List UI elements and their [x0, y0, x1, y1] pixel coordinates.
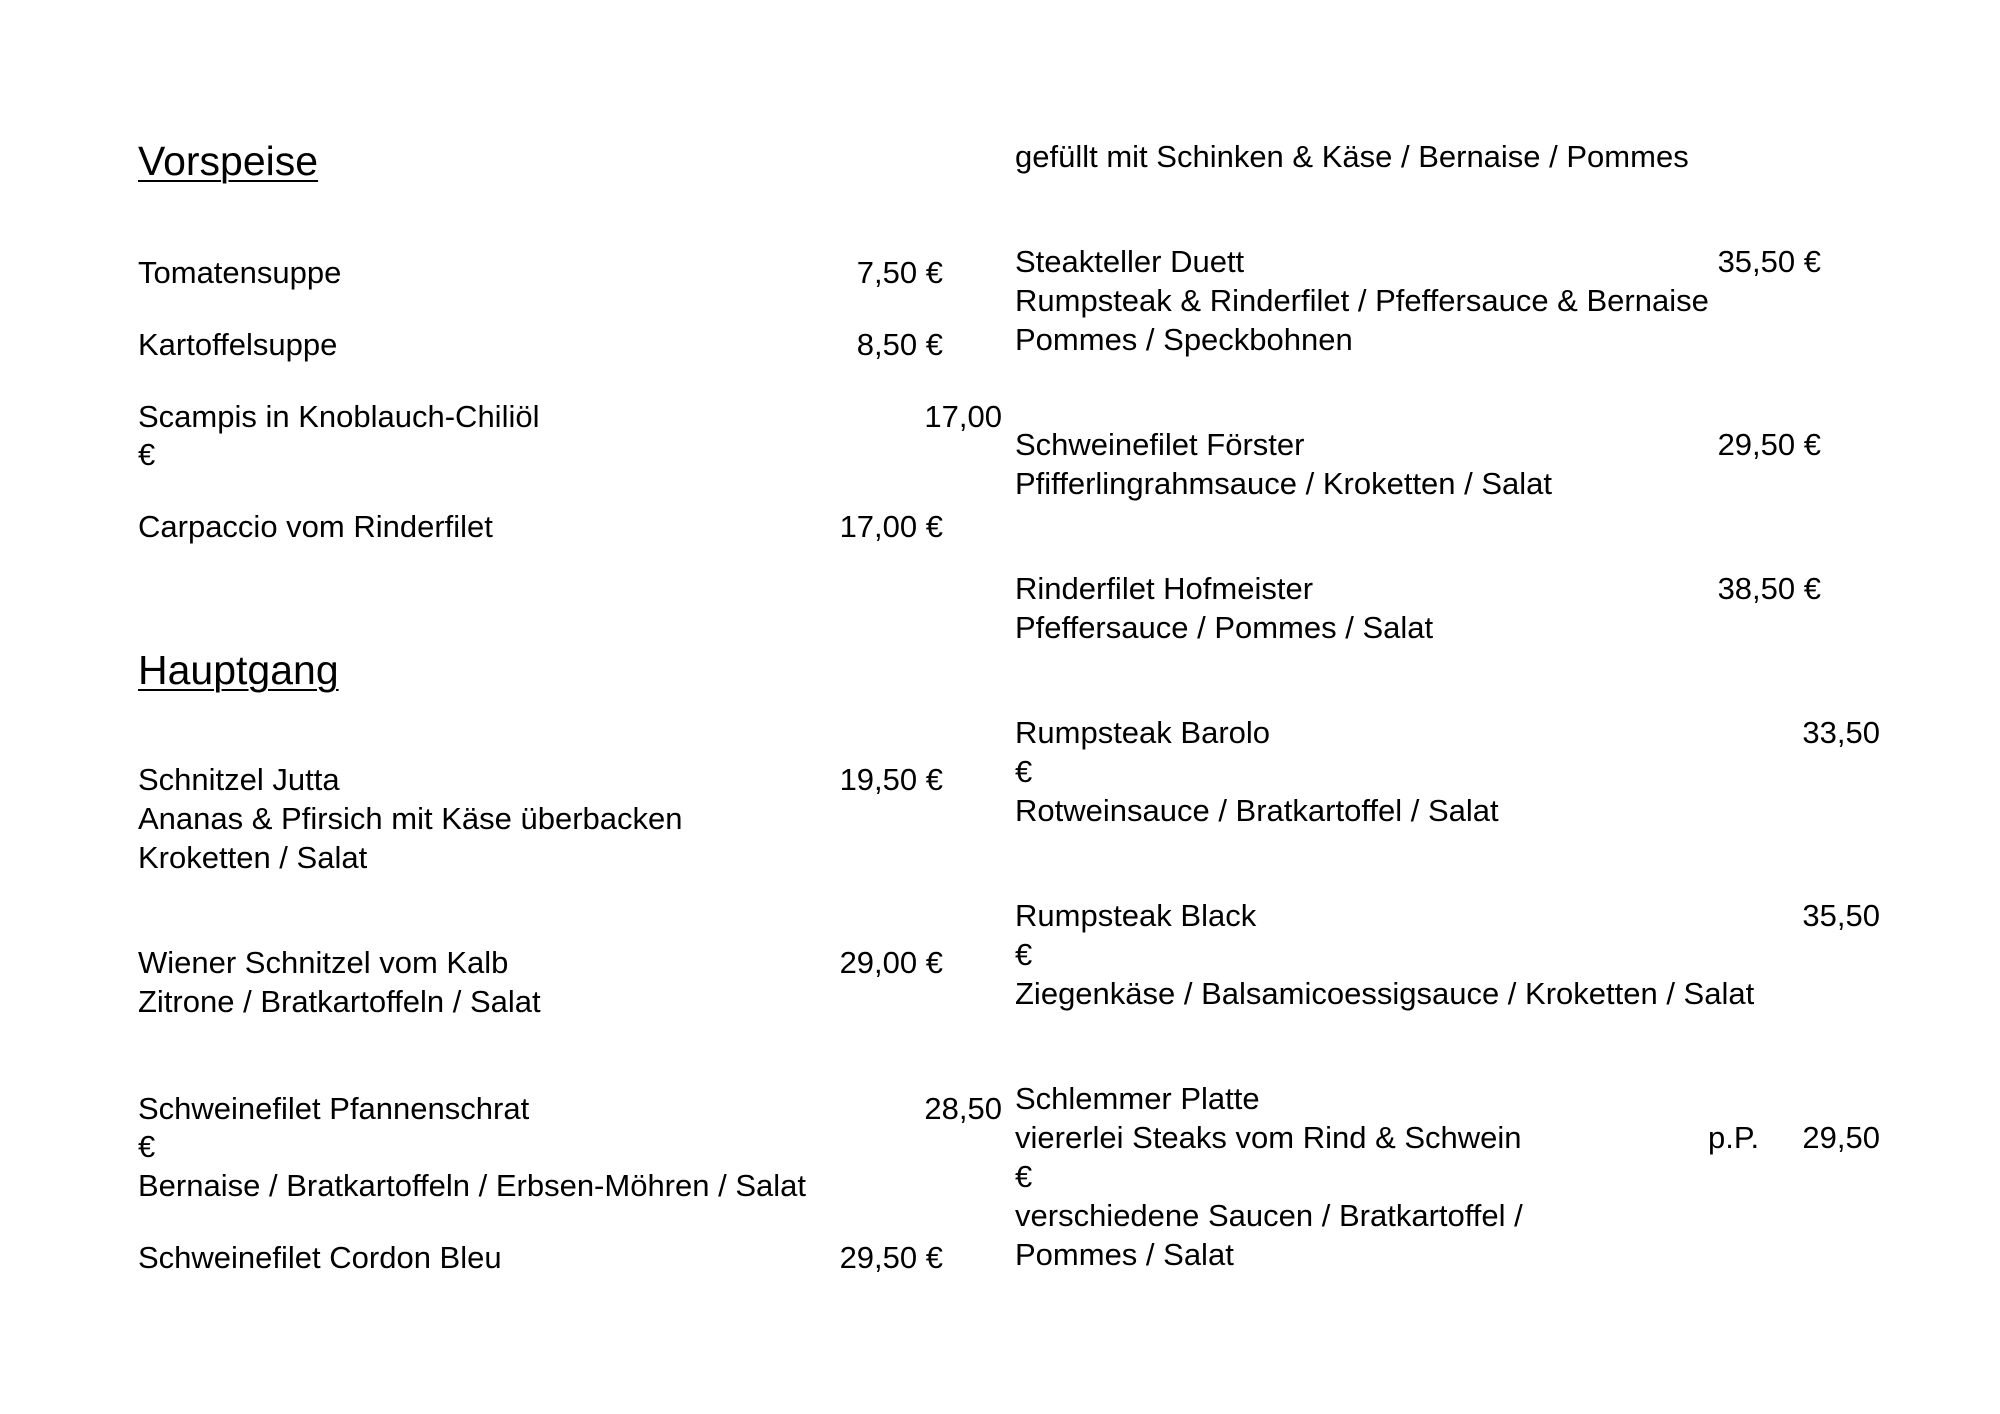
item-name-rumpsteak-black: Rumpsteak Black	[1015, 898, 1257, 933]
item-name-scampis: Scampis in Knoblauch-Chiliöl	[138, 399, 540, 434]
item-name-rumpsteak-barolo: Rumpsteak Barolo	[1015, 715, 1271, 750]
item-desc-wiener-schnitzel: Zitrone / Bratkartoffeln / Salat	[138, 984, 541, 1019]
item-name-kartoffelsuppe: Kartoffelsuppe	[138, 327, 338, 362]
item-name-steakteller-duett: Steakteller Duett	[1015, 244, 1245, 279]
heading-vorspeise: Vorspeise	[138, 138, 319, 184]
item-price-rinderfilet-hofmeister: 38,50 €	[1717, 571, 1821, 606]
item-price-carpaccio: 17,00 €	[839, 509, 943, 544]
item-desc-schweinefilet-foerster: Pfifferlingrahmsauce / Kroketten / Salat	[1015, 466, 1553, 501]
item-desc-steakteller-duett-2: Pommes / Speckbohnen	[1015, 322, 1353, 357]
item-price-tomatensuppe: 7,50 €	[856, 255, 943, 290]
item-name-schweinefilet-foerster: Schweinefilet Förster	[1015, 427, 1305, 462]
item-name-schlemmer-platte: Schlemmer Platte	[1015, 1081, 1260, 1116]
item-price-scampis: 17,00	[924, 399, 1002, 434]
heading-hauptgang: Hauptgang	[138, 647, 339, 693]
item-price-rumpsteak-barolo: 33,50	[1802, 715, 1880, 750]
item-name-cordon-bleu: Schweinefilet Cordon Bleu	[138, 1240, 502, 1275]
item-name-pfannenschrat: Schweinefilet Pfannenschrat	[138, 1091, 530, 1126]
item-price-schlemmer-platte: 29,50	[1802, 1120, 1880, 1155]
item-name-carpaccio: Carpaccio vom Rinderfilet	[138, 509, 493, 544]
item-name-schnitzel-jutta: Schnitzel Jutta	[138, 762, 340, 797]
item-price-cordon-bleu: 29,50 €	[839, 1240, 943, 1275]
item-price-wrap-schlemmer-platte: €	[1015, 1159, 1033, 1194]
item-desc-schnitzel-jutta-2: Kroketten / Salat	[138, 840, 368, 875]
item-name-wiener-schnitzel: Wiener Schnitzel vom Kalb	[138, 945, 509, 980]
item-desc-schlemmer-platte-2: verschiedene Saucen / Bratkartoffel /	[1015, 1198, 1523, 1233]
item-desc-rumpsteak-barolo: Rotweinsauce / Bratkartoffel / Salat	[1015, 793, 1499, 828]
item-desc-rinderfilet-hofmeister: Pfeffersauce / Pommes / Salat	[1015, 610, 1434, 645]
item-name-rinderfilet-hofmeister: Rinderfilet Hofmeister	[1015, 571, 1314, 606]
item-price-kartoffelsuppe: 8,50 €	[856, 327, 943, 362]
item-price-wrap-rumpsteak-barolo: €	[1015, 754, 1033, 789]
item-price-wrap-rumpsteak-black: €	[1015, 937, 1033, 972]
item-price-schweinefilet-foerster: 29,50 €	[1717, 427, 1821, 462]
item-desc-schlemmer-platte-1: viererlei Steaks vom Rind & Schwein	[1015, 1120, 1522, 1155]
item-price-pfannenschrat: 28,50	[924, 1091, 1002, 1126]
item-per-person-schlemmer-platte: p.P.	[1708, 1120, 1760, 1155]
item-price-wiener-schnitzel: 29,00 €	[839, 945, 943, 980]
item-desc-steakteller-duett-1: Rumpsteak & Rinderfilet / Pfeffersauce & Bernaise	[1015, 283, 1709, 318]
item-price-steakteller-duett: 35,50 €	[1717, 244, 1821, 279]
item-desc-rumpsteak-black: Ziegenkäse / Balsamicoessigsauce / Kroketten / Salat	[1015, 976, 1755, 1011]
item-desc-schnitzel-jutta-1: Ananas & Pfirsich mit Käse überbacken	[138, 801, 683, 836]
item-price-wrap-pfannenschrat: €	[138, 1129, 156, 1164]
item-price-rumpsteak-black: 35,50	[1802, 898, 1880, 933]
continuation-cordon-bleu: gefüllt mit Schinken & Käse / Bernaise / Pommes	[1015, 139, 1689, 174]
item-price-wrap-scampis: €	[138, 437, 156, 472]
item-desc-pfannenschrat: Bernaise / Bratkartoffeln / Erbsen-Möhren / Salat	[138, 1168, 806, 1203]
item-name-tomatensuppe: Tomatensuppe	[138, 255, 342, 290]
item-price-schnitzel-jutta: 19,50 €	[839, 762, 943, 797]
item-desc-schlemmer-platte-3: Pommes / Salat	[1015, 1237, 1234, 1272]
